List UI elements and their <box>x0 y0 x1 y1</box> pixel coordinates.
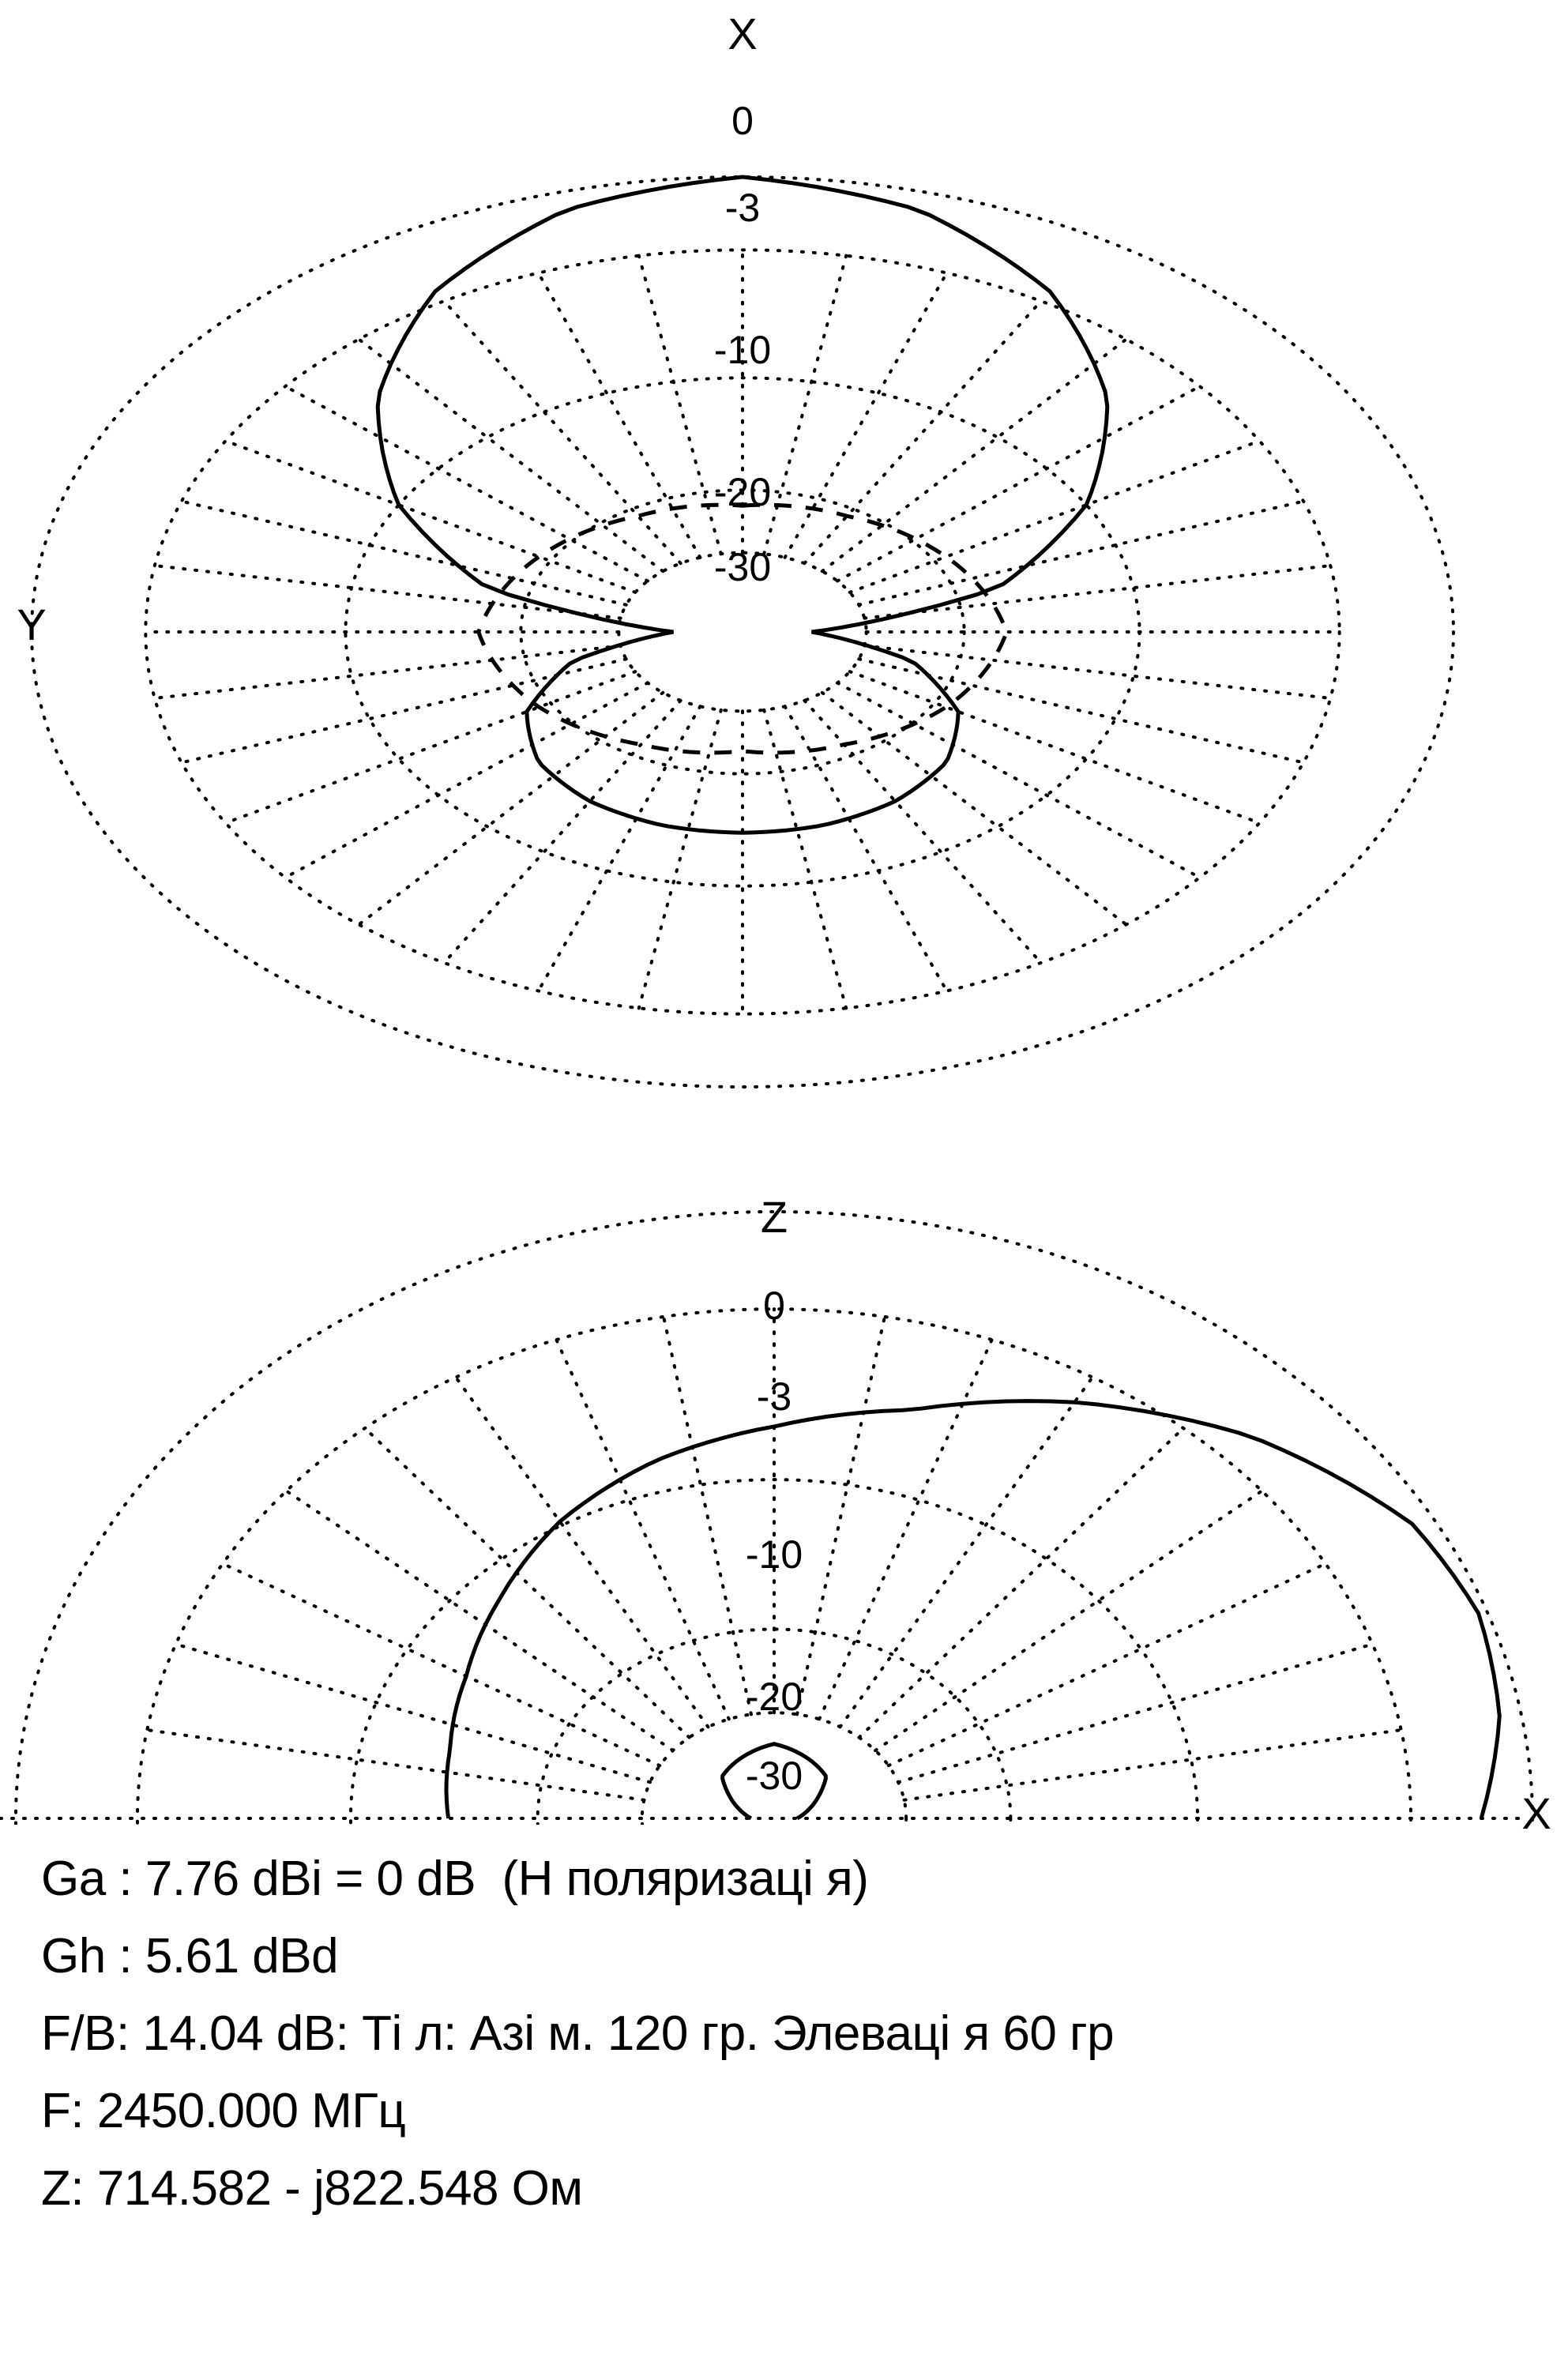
azimuth-grid-spoke <box>182 502 626 605</box>
elevation-series-elevation <box>446 1401 1499 1818</box>
azimuth-top-axis-label: X <box>728 9 758 58</box>
elevation-grid-spoke <box>875 1491 1262 1751</box>
azimuth-grid-spoke <box>226 671 636 823</box>
azimuth-grid-spoke <box>639 710 721 1009</box>
azimuth-grid-spoke <box>285 682 648 877</box>
azimuth-grid-spoke <box>785 273 947 558</box>
frequency-line: F: 2450.000 МГц <box>41 2084 406 2138</box>
gain-ga-line: Ga : 7.76 dBi = 0 dB (Н поляризаці я) <box>41 1852 869 1906</box>
azimuth-grid-spoke <box>804 701 1040 963</box>
elevation-ring-label: 0 <box>763 1284 785 1328</box>
elevation-top-axis-label: Z <box>760 1192 788 1242</box>
azimuth-grid-spoke <box>155 645 621 698</box>
azimuth-grid-spoke <box>864 645 1330 698</box>
azimuth-grid-spoke <box>764 256 846 555</box>
azimuth-ring-label: 0 <box>731 99 754 143</box>
elevation-grid-spoke <box>840 1378 1092 1728</box>
azimuth-grid-spoke <box>444 701 680 963</box>
elevation-pattern-chart <box>0 1192 1551 1833</box>
azimuth-grid-spoke <box>285 386 648 581</box>
elevation-grid-spoke <box>797 1317 885 1714</box>
gain-gh-line: Gh : 5.61 dBd <box>41 1929 339 1983</box>
azimuth-grid-spoke <box>837 682 1200 877</box>
elevation-ring-label: -10 <box>745 1532 803 1577</box>
elevation-ring-label: -3 <box>756 1374 792 1419</box>
elevation-grid-spoke <box>898 1644 1372 1782</box>
elevation-grid-spoke <box>904 1730 1401 1800</box>
impedance-line: Z: 714.582 - j822.548 Ом <box>41 2161 583 2216</box>
azimuth-left-axis-label: Y <box>17 600 47 649</box>
azimuth-ring-label: -30 <box>713 545 772 589</box>
elevation-grid-ring <box>538 1630 1011 1833</box>
azimuth-grid-spoke <box>764 710 846 1009</box>
elevation-series <box>446 1401 1499 1818</box>
azimuth-grid-spoke <box>155 566 621 618</box>
elevation-grid-spoke <box>147 1730 644 1800</box>
antenna-info-panel <box>41 1840 1114 2228</box>
azimuth-grid-spoke <box>822 693 1126 925</box>
azimuth-pattern-chart <box>17 9 1453 1087</box>
elevation-grid-spoke <box>664 1317 751 1714</box>
azimuth-grid-spoke <box>226 441 636 592</box>
elevation-grid-spoke <box>287 1491 673 1751</box>
azimuth-grid-spoke <box>850 671 1260 823</box>
azimuth-grid-spoke <box>864 566 1330 618</box>
front-back-line: F/B: 14.04 dB: Ті л: Азі м. 120 гр. Элеваці я 60 гр <box>41 2006 1115 2061</box>
azimuth-grid-spoke <box>444 301 680 563</box>
azimuth-grid-spoke <box>850 441 1260 592</box>
azimuth-labels <box>17 9 771 649</box>
azimuth-grid-spoke <box>539 273 701 558</box>
elevation-ring-label: -20 <box>745 1675 803 1719</box>
elevation-grid-spoke <box>223 1564 660 1766</box>
azimuth-grid-spoke <box>859 502 1303 605</box>
azimuth-ring-label: -20 <box>713 470 772 514</box>
elevation-grid-spoke <box>456 1378 708 1728</box>
azimuth-grid-spoke <box>804 301 1040 563</box>
elevation-ring-label: -30 <box>745 1754 803 1798</box>
azimuth-ring-label: -3 <box>724 186 761 230</box>
azimuth-grid-spoke <box>837 386 1200 581</box>
elevation-grid-spoke <box>889 1564 1325 1766</box>
azimuth-grid <box>32 177 1453 1087</box>
azimuth-ring-label: -10 <box>713 328 772 372</box>
elevation-right-axis-label: X <box>1521 1788 1551 1833</box>
elevation-grid-spoke <box>819 1340 992 1719</box>
azimuth-grid-spoke <box>822 340 1126 572</box>
azimuth-grid-spoke <box>359 693 663 925</box>
elevation-labels <box>746 1192 1551 1833</box>
elevation-grid-spoke <box>556 1340 729 1719</box>
elevation-grid-spoke <box>176 1644 650 1782</box>
azimuth-grid-spoke <box>359 340 663 572</box>
